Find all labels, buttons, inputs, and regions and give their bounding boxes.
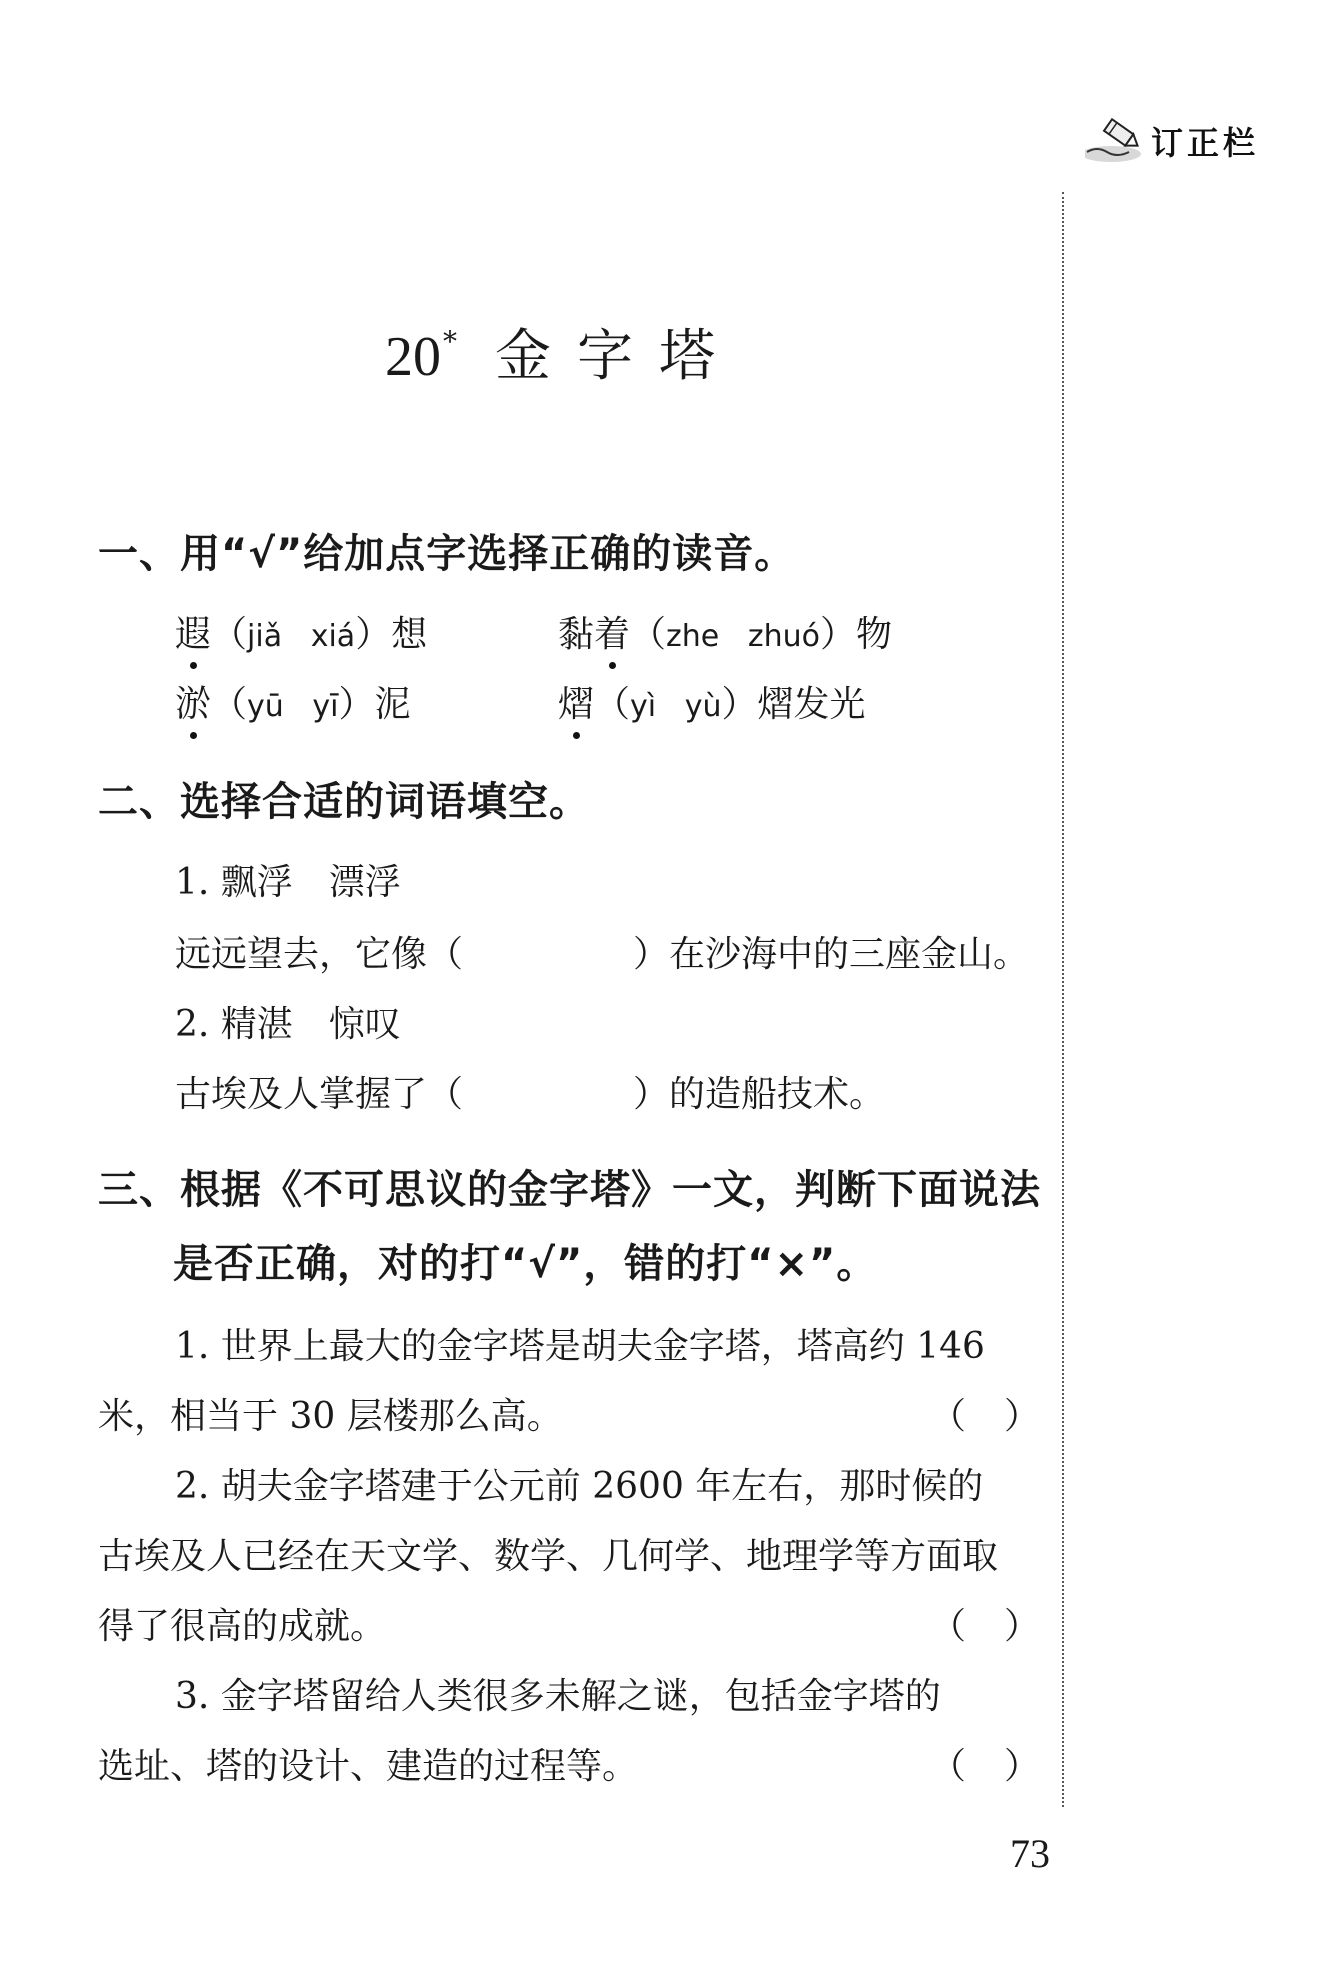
statement-2-line1: 2. 胡夫金字塔建于公元前 2600 年左右，那时候的: [175, 1466, 984, 1507]
pinyin-item-3: 淤（yū yī）泥: [175, 676, 411, 727]
section3-heading-line2: 是否正确，对的打“√”，错的打“×”。: [173, 1241, 878, 1287]
dotted-char: 遐: [175, 606, 211, 657]
q2-options: 2. 精湛 惊叹: [175, 1004, 401, 1045]
pinyin-option[interactable]: yū: [247, 689, 284, 724]
pinyin-item-4: 熠（yì yù）熠发光: [558, 676, 866, 727]
statement-1-line2: 米，相当于 30 层楼那么高。: [98, 1396, 563, 1437]
dotted-char: 着: [594, 606, 630, 657]
statement-1-line1: 1. 世界上最大的金字塔是胡夫金字塔，塔高约 146: [175, 1326, 985, 1367]
pinyin-option[interactable]: yī: [312, 689, 339, 724]
statement-2-answer[interactable]: （ ）: [930, 1606, 1040, 1647]
pinyin-option[interactable]: zhuó: [747, 619, 821, 654]
lesson-number: 20: [385, 326, 441, 388]
statement-2-line3: 得了很高的成就。: [98, 1606, 387, 1647]
section2-heading: 二、选择合适的词语填空。: [98, 779, 590, 825]
q1-sentence: 远远望去，它像（ ）在沙海中的三座金山。: [175, 934, 1030, 975]
statement-3-line1: 3. 金字塔留给人类很多未解之谜，包括金字塔的: [175, 1676, 941, 1717]
statement-2-line2: 古埃及人已经在天文学、数学、几何学、地理学等方面取: [98, 1536, 999, 1577]
statement-3-answer[interactable]: （ ）: [930, 1746, 1040, 1787]
pinyin-option[interactable]: zhe: [666, 619, 720, 654]
pinyin-item-2: 黏着（zhe zhuó）物: [558, 606, 892, 657]
page-number: 73: [1010, 1831, 1050, 1876]
statement-3-line2: 选址、塔的设计、建造的过程等。: [98, 1746, 639, 1787]
pencil-icon: [1085, 118, 1143, 164]
pinyin-option[interactable]: yì: [630, 689, 657, 724]
correction-column-label: [1085, 118, 1259, 164]
correction-column-text: 订正栏: [1151, 124, 1260, 162]
pinyin-option[interactable]: xiá: [310, 619, 356, 654]
lesson-mark: *: [443, 325, 457, 358]
section3-heading-line1: 三、根据《不可思议的金字塔》一文，判断下面说法: [98, 1167, 1041, 1213]
q1-options: 1. 飘浮 漂浮: [175, 862, 401, 903]
lesson-title-text: 金字塔: [495, 324, 741, 389]
section1-heading: 一、用“√”给加点字选择正确的读音。: [98, 531, 796, 577]
dotted-char: 淤: [175, 676, 211, 727]
lesson-title: [385, 312, 741, 392]
pinyin-item-1: 遐（jiǎ xiá）想: [175, 606, 427, 657]
pinyin-option[interactable]: jiǎ: [247, 619, 283, 654]
q2-sentence: 古埃及人掌握了（ ）的造船技术。: [175, 1074, 886, 1115]
statement-1-answer[interactable]: （ ）: [930, 1396, 1040, 1437]
dotted-char: 熠: [558, 676, 594, 727]
correction-divider: [1062, 192, 1064, 1807]
pinyin-option[interactable]: yù: [684, 689, 722, 724]
